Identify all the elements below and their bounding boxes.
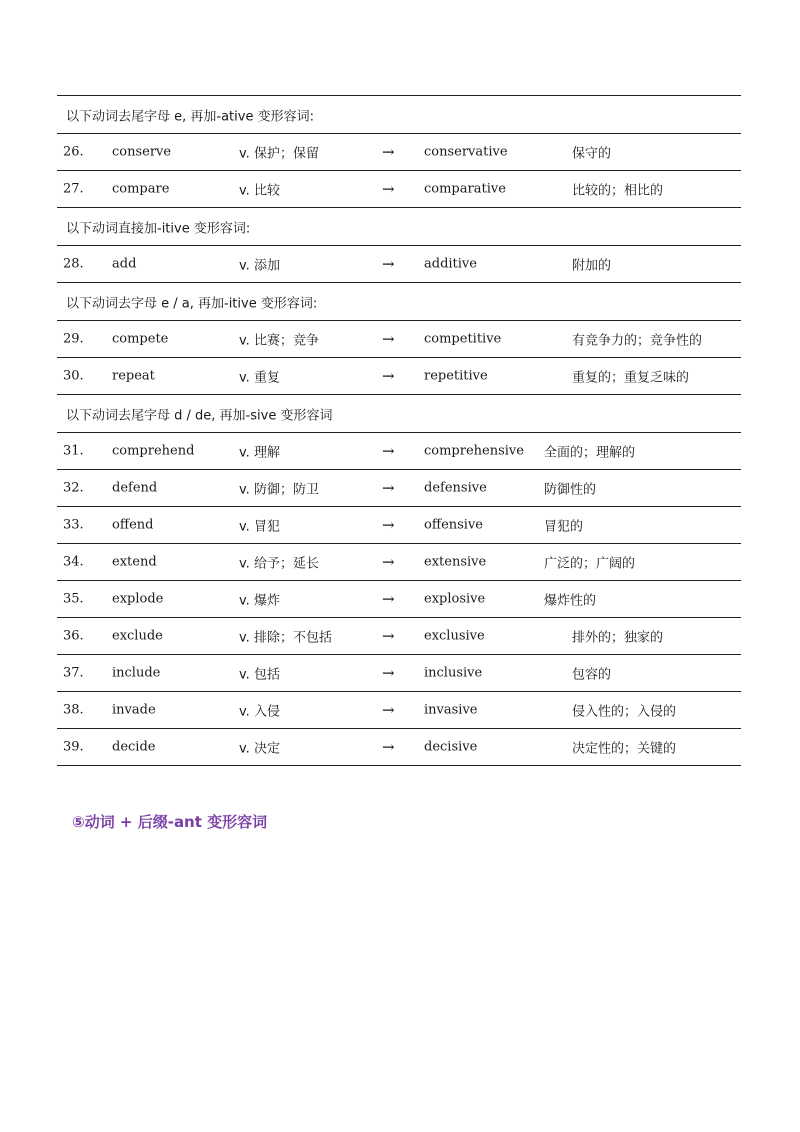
adjective-meaning: 侵入性的；入侵的 — [572, 704, 677, 720]
section-title: ⑤动词 + 后缀-ant 变形容词 — [72, 813, 268, 831]
adjective: competitive — [424, 331, 502, 347]
table-header-row — [57, 208, 741, 246]
verb: invade — [112, 702, 156, 718]
verb-meaning: v. 保护；保留 — [239, 146, 319, 162]
adjective-meaning: 包容的 — [572, 667, 612, 683]
row-number: 39. — [63, 739, 84, 755]
section-header: 以下动词去尾字母 d / de, 再加-sive 变形容词 — [66, 408, 333, 423]
table-row — [57, 581, 741, 618]
arrow-icon: → — [382, 479, 395, 497]
verb: explode — [112, 591, 164, 607]
arrow-icon: → — [382, 367, 395, 385]
adjective: comprehensive — [424, 443, 524, 459]
table-row — [57, 544, 741, 581]
arrow-icon: → — [382, 180, 395, 198]
row-number: 34. — [63, 554, 84, 570]
adjective: extensive — [424, 554, 487, 570]
arrow-icon: → — [382, 516, 395, 534]
table-row — [57, 134, 741, 171]
row-number: 30. — [63, 368, 84, 384]
table-row — [57, 655, 741, 692]
verb-meaning: v. 比较 — [239, 183, 280, 199]
adjective: explosive — [424, 591, 486, 607]
table-row — [57, 358, 741, 395]
adjective: comparative — [424, 181, 506, 197]
table-row — [57, 692, 741, 729]
table-row — [57, 507, 741, 544]
verb: extend — [112, 554, 157, 570]
row-number: 33. — [63, 517, 84, 533]
verb-meaning: v. 爆炸 — [239, 593, 280, 609]
arrow-icon: → — [382, 553, 395, 571]
verb: offend — [112, 517, 154, 533]
verb: defend — [112, 480, 158, 496]
row-number: 32. — [63, 480, 84, 496]
adjective-meaning: 全面的；理解的 — [544, 445, 636, 461]
table-row — [57, 171, 741, 208]
verb: add — [112, 256, 137, 272]
adjective-meaning: 广泛的；广阔的 — [544, 556, 636, 572]
verb-meaning: v. 防御；防卫 — [239, 482, 319, 498]
table-row — [57, 246, 741, 283]
adjective-meaning: 排外的；独家的 — [572, 630, 664, 646]
adjective-meaning: 决定性的；关键的 — [572, 741, 677, 757]
adjective-meaning: 防御性的 — [544, 482, 597, 498]
adjective: additive — [424, 256, 477, 272]
verb: repeat — [112, 368, 155, 384]
row-number: 27. — [63, 181, 84, 197]
adjective-meaning: 比较的；相比的 — [572, 183, 664, 199]
adjective-meaning: 附加的 — [572, 258, 612, 274]
table-header-row — [57, 96, 741, 134]
arrow-icon: → — [382, 255, 395, 273]
verb: compete — [112, 331, 169, 347]
table-header-row — [57, 283, 741, 321]
adjective: conservative — [424, 144, 508, 160]
table-row — [57, 618, 741, 655]
row-number: 26. — [63, 144, 84, 160]
verb-meaning: v. 重复 — [239, 370, 280, 386]
verb-meaning: v. 比赛；竞争 — [239, 333, 319, 349]
adjective: invasive — [424, 702, 478, 718]
arrow-icon: → — [382, 590, 395, 608]
adjective: exclusive — [424, 628, 485, 644]
row-number: 36. — [63, 628, 84, 644]
verb: comprehend — [112, 443, 195, 459]
verb: compare — [112, 181, 170, 197]
section-header: 以下动词去尾字母 e, 再加-ative 变形容词: — [66, 109, 314, 124]
adjective-meaning: 重复的；重复乏味的 — [572, 370, 690, 386]
word-table — [57, 95, 741, 766]
row-number: 35. — [63, 591, 84, 607]
adjective: defensive — [424, 480, 487, 496]
row-number: 38. — [63, 702, 84, 718]
arrow-icon: → — [382, 442, 395, 460]
verb-meaning: v. 冒犯 — [239, 519, 280, 535]
arrow-icon: → — [382, 330, 395, 348]
adjective: offensive — [424, 517, 483, 533]
adjective-meaning: 冒犯的 — [544, 519, 584, 535]
verb-meaning: v. 入侵 — [239, 704, 280, 720]
table-row — [57, 470, 741, 507]
section-header: 以下动词直接加-itive 变形容词: — [66, 221, 251, 236]
arrow-icon: → — [382, 701, 395, 719]
verb-meaning: v. 决定 — [239, 741, 280, 757]
verb: conserve — [112, 144, 172, 160]
table-row — [57, 321, 741, 358]
verb-meaning: v. 添加 — [239, 258, 280, 274]
verb: include — [112, 665, 161, 681]
adjective-meaning: 有竞争力的；竞争性的 — [572, 333, 703, 349]
row-number: 28. — [63, 256, 84, 272]
section-header: 以下动词去字母 e / a, 再加-itive 变形容词: — [66, 296, 318, 311]
row-number: 29. — [63, 331, 84, 347]
adjective-meaning: 爆炸性的 — [544, 593, 597, 609]
adjective-meaning: 保守的 — [572, 146, 612, 162]
verb-meaning: v. 包括 — [239, 667, 280, 683]
arrow-icon: → — [382, 143, 395, 161]
table-row — [57, 433, 741, 470]
arrow-icon: → — [382, 664, 395, 682]
row-number: 31. — [63, 443, 84, 459]
table-row — [57, 729, 741, 766]
adjective: repetitive — [424, 368, 488, 384]
verb-meaning: v. 给予；延长 — [239, 556, 319, 572]
verb-meaning: v. 理解 — [239, 445, 280, 461]
row-number: 37. — [63, 665, 84, 681]
verb: decide — [112, 739, 156, 755]
adjective: decisive — [424, 739, 478, 755]
adjective: inclusive — [424, 665, 483, 681]
verb-meaning: v. 排除；不包括 — [239, 630, 332, 646]
table-header-row — [57, 395, 741, 433]
verb: exclude — [112, 628, 163, 644]
arrow-icon: → — [382, 738, 395, 756]
arrow-icon: → — [382, 627, 395, 645]
